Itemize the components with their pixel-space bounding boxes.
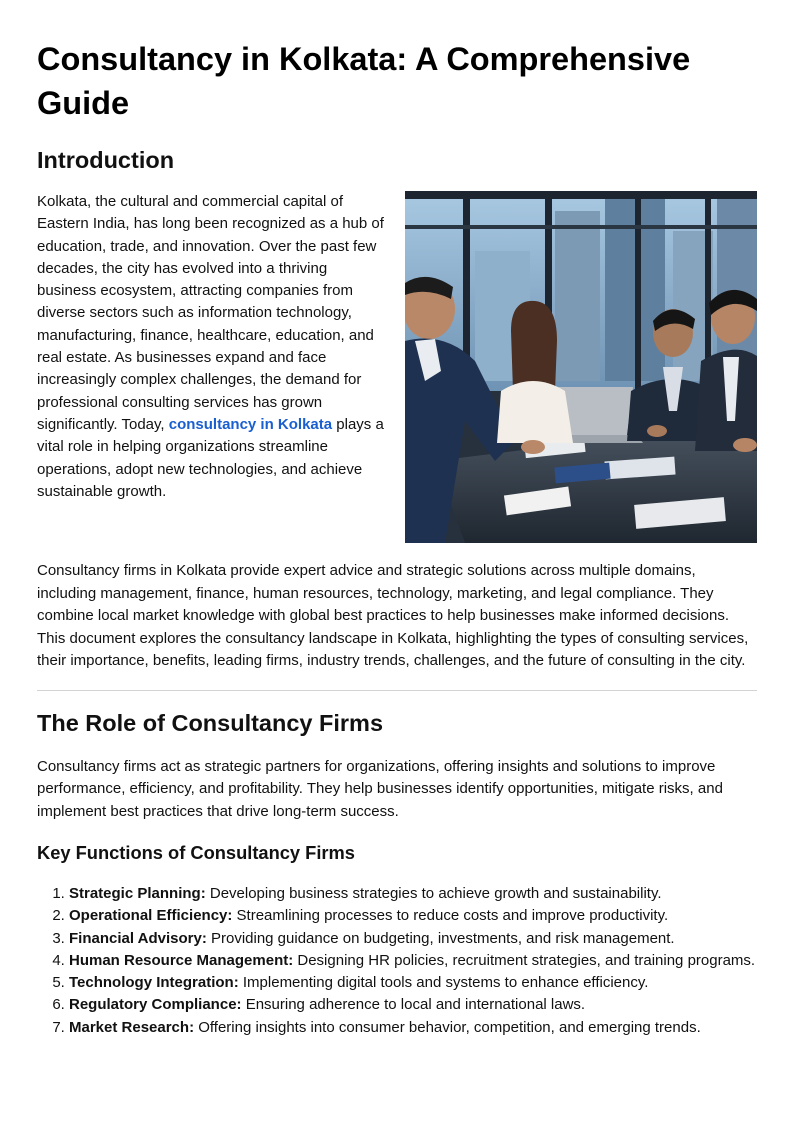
function-term: Financial Advisory:	[69, 929, 207, 947]
list-item	[69, 994, 757, 1016]
intro-text-after: plays a vital role in helping organizations streamline operations, adopt new technologies, and achieve sustainable growth.	[37, 415, 384, 500]
function-desc: Ensuring adherence to local and international laws.	[241, 996, 586, 1014]
list-item	[69, 883, 757, 905]
functions-subheading: Key Functions of Consultancy Firms	[37, 842, 355, 863]
intro-section	[37, 191, 757, 543]
section-divider	[37, 690, 757, 691]
page-title: Consultancy in Kolkata: A Comprehensive Guide	[37, 41, 691, 121]
role-heading: The Role of Consultancy Firms	[37, 709, 384, 736]
function-term: Human Resource Management:	[69, 951, 294, 969]
function-desc: Developing business strategies to achieve growth and sustainability.	[205, 885, 662, 902]
list-item	[69, 905, 757, 927]
function-desc: Offering insights into consumer behavior, competition, and emerging trends.	[194, 1018, 701, 1036]
consultancy-link[interactable]: consultancy in Kolkata	[168, 415, 333, 433]
intro-paragraph	[37, 191, 389, 503]
list-item	[69, 972, 757, 994]
list-item	[69, 928, 757, 950]
list-item	[69, 950, 757, 972]
function-term: Operational Efficiency:	[69, 907, 233, 925]
function-term: Technology Integration:	[69, 974, 239, 992]
function-term: Regulatory Compliance:	[69, 996, 242, 1014]
function-term: Market Research:	[69, 1018, 195, 1036]
function-desc: Streamlining processes to reduce costs and improve productivity.	[232, 907, 669, 925]
intro-heading: Introduction	[37, 147, 175, 173]
list-item	[69, 1017, 757, 1039]
overview-paragraph: Consultancy firms in Kolkata provide expert advice and strategic solutions across multiple domains, including management, finance, human resources, technology, marketing, and legal compliance. They combine local market knowledge with global best practices to help businesses make informed decisions. This document explores the consultancy landscape in Kolkata, highlighting the types of consulting services, their importance, benefits, leading firms, industry trends, challenges, and the future of consulting in the city.	[37, 562, 749, 669]
function-desc: Implementing digital tools and systems to enhance efficiency.	[238, 974, 649, 992]
intro-text-before: Kolkata, the cultural and commercial capital of Eastern India, has long been recognized as a hub of education, trade, and innovation. Over the past few decades, the city has evolved into a thriving business ecosystem, attracting companies from diverse sectors such as information technology, manufacturing, finance, healthcare, education, and real estate. As businesses expand and face increasingly complex challenges, the demand for professional consulting services has grown significantly. Today,	[37, 193, 384, 433]
meeting-photo	[405, 191, 757, 543]
role-paragraph: Consultancy firms act as strategic partners for organizations, offering insights and solutions to improve performance, efficiency, and profitability. They help businesses identify opportunities, mitigate risks, and implement best practices that drive long-term success.	[37, 757, 723, 820]
function-desc: Providing guidance on budgeting, investments, and risk management.	[206, 929, 675, 947]
functions-list	[37, 883, 757, 1039]
function-term: Strategic Planning:	[69, 885, 206, 902]
function-desc: Designing HR policies, recruitment strategies, and training programs.	[293, 951, 756, 969]
